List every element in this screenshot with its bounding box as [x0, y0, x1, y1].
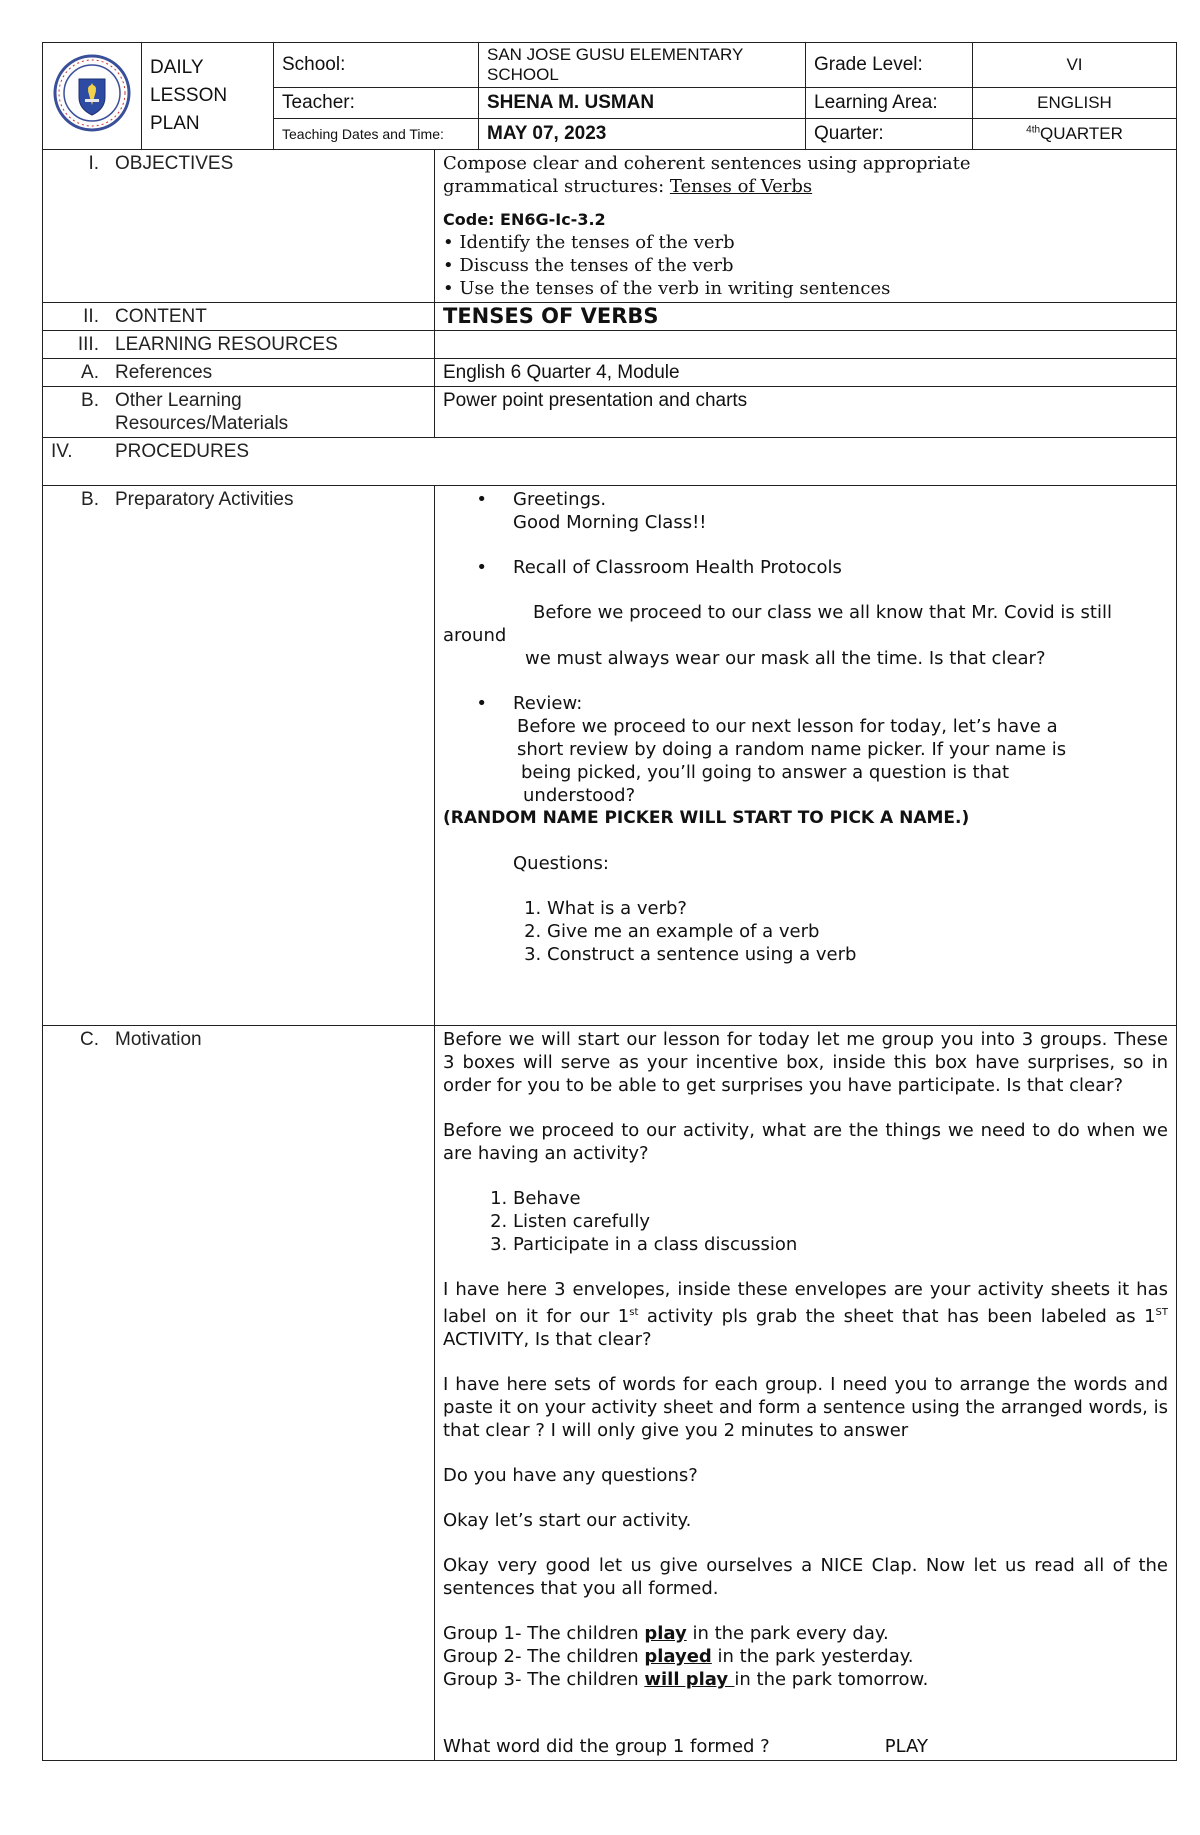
other-value: Power point presentation and charts: [435, 387, 1177, 438]
g3-post: in the park tomorrow.: [734, 1669, 929, 1690]
grade-value: VI: [973, 43, 1177, 88]
preparatory-content: [435, 486, 1177, 1026]
motivation-row: [43, 1026, 1177, 1761]
objectives-label: OBJECTIVES: [115, 153, 234, 174]
question-item-3: 3. Construct a sentence using a verb: [547, 943, 1168, 966]
final-question: [443, 1735, 1168, 1758]
dates-value: MAY 07, 2023: [479, 119, 806, 150]
para3-c: ACTIVITY, Is that clear?: [443, 1329, 652, 1350]
lesson-body-table: [42, 149, 1177, 1761]
greetings-text: Good Morning Class!!: [513, 512, 707, 533]
g1-post: in the park every day.: [686, 1623, 889, 1644]
content-row: [43, 303, 1177, 331]
review-line-1: Before we proceed to our next lesson for today, let’s have a: [517, 716, 1058, 737]
content-value: TENSES OF VERBS: [435, 303, 1177, 331]
review-line-4: understood?: [523, 785, 636, 806]
motivation-para-5: Do you have any questions?: [443, 1465, 698, 1486]
procedures-num: IV.: [51, 441, 73, 462]
review-line-3: being picked, you’ll going to answer a question is that: [521, 762, 1010, 783]
motivation-para-2: Before we proceed to our activity, what are the things we need to do when we are having an activity?: [443, 1120, 1168, 1164]
references-value: English 6 Quarter 4, Module: [435, 359, 1177, 387]
objectives-text-b: [443, 175, 1168, 198]
para3-a: I have here 3 envelopes, inside these envelopes are your activity sheets it has label on it for our 1: [443, 1279, 1168, 1327]
group-1-sentence: [443, 1622, 1168, 1645]
objectives-text-a: Compose clear and coherent sentences using appropriate: [443, 153, 971, 174]
rule-item-2: 2. Listen carefully: [513, 1210, 1168, 1233]
objective-item: • Identify the tenses of the verb: [443, 232, 735, 253]
school-label: School:: [274, 43, 479, 88]
school-value: SAN JOSE GUSU ELEMENTARY SCHOOL: [479, 43, 806, 88]
area-value: ENGLISH: [973, 88, 1177, 119]
preparatory-label: Preparatory Activities: [115, 489, 294, 510]
teacher-label: Teacher:: [274, 88, 479, 119]
g3-pre: Group 3- The children: [443, 1669, 645, 1690]
objectives-topic: Tenses of Verbs: [669, 176, 813, 197]
resources-row: [43, 331, 1177, 359]
g2-post: in the park yesterday.: [711, 1646, 914, 1667]
grade-label: Grade Level:: [806, 43, 973, 88]
lesson-plan-page: [42, 42, 1177, 1761]
questions-label: Questions:: [513, 853, 609, 874]
covid-line-1: Before we proceed to our class we all know that Mr. Covid is still: [533, 602, 1112, 623]
name-picker-note: (RANDOM NAME PICKER WILL START TO PICK A NAME.): [443, 808, 970, 828]
objectives-row: [43, 150, 1177, 303]
references-label: References: [115, 362, 213, 383]
other-label-2: Resources/Materials: [115, 413, 289, 434]
quarter-label: Quarter:: [806, 119, 973, 150]
resources-label: LEARNING RESOURCES: [115, 334, 338, 355]
motivation-para-6: Okay let’s start our activity.: [443, 1510, 692, 1531]
motivation-para-7: Okay very good let us give ourselves a NICE Clap. Now let us read all of the sentences that you all formed.: [443, 1555, 1168, 1599]
rule-item-3: 3. Participate in a class discussion: [513, 1233, 1168, 1256]
g1-pre: Group 1- The children: [443, 1623, 645, 1644]
preparatory-num: B.: [81, 489, 99, 510]
para3-sup-1: st: [629, 1307, 639, 1318]
quarter-value: [973, 119, 1177, 150]
title-line-3: PLAN: [150, 113, 200, 134]
objectives-content: [435, 150, 1177, 303]
quarter-text: QUARTER: [1040, 124, 1123, 143]
content-num: II.: [83, 306, 99, 327]
objective-item: • Discuss the tenses of the verb: [443, 255, 734, 276]
g2-verb: played: [644, 1646, 712, 1667]
g1-verb: play: [644, 1623, 687, 1644]
review-title: Review:: [513, 693, 583, 714]
other-num: B.: [81, 390, 99, 411]
objective-item-1: Identify the tenses of the verb: [459, 232, 735, 253]
logo-cell: [43, 43, 142, 150]
quarter-sup: 4th: [1026, 124, 1041, 136]
references-num: A.: [81, 362, 99, 383]
covid-line-3: we must always wear our mask all the time. Is that clear?: [525, 648, 1046, 669]
motivation-content: [435, 1026, 1177, 1761]
final-question-text: What word did the group 1 formed ?: [443, 1736, 770, 1757]
greetings-item: • Greetings.: [476, 489, 607, 510]
motivation-para-1: Before we will start our lesson for today let me group you into 3 groups. These 3 boxes will serve as your incentive box, inside this box have surprises, so in order for you to be able to get surprises you have participate. Is that clear?: [443, 1029, 1168, 1096]
resources-num: III.: [77, 334, 99, 355]
resources-value: [435, 331, 1177, 359]
para3-sup-2: ST: [1155, 1307, 1168, 1318]
procedures-label: PROCEDURES: [115, 441, 250, 462]
objective-item: • Use the tenses of the verb in writing sentences: [443, 278, 891, 299]
content-label: CONTENT: [115, 306, 207, 327]
g3-verb: will play: [644, 1669, 735, 1690]
deped-seal-icon: [52, 53, 132, 133]
recall-text: Recall of Classroom Health Protocols: [513, 557, 842, 578]
preparatory-row: [43, 486, 1177, 1026]
review-item: • Review:: [476, 693, 583, 714]
recall-item: • Recall of Classroom Health Protocols: [476, 557, 842, 578]
review-line-2: short review by doing a random name picker. If your name is: [517, 739, 1067, 760]
questions-list: [443, 897, 1168, 966]
motivation-para-4: I have here sets of words for each group. I need you to arrange the words and paste it on your activity sheet and form a sentence using the arranged words, is that clear ? I will only give you 2 minutes to answer: [443, 1374, 1168, 1441]
objectives-num: I.: [88, 153, 99, 174]
group-3-sentence: [443, 1668, 1168, 1691]
objectives-text-b-span: grammatical structures:: [443, 176, 670, 197]
covid-line-2: around: [443, 625, 507, 646]
activity-rules-list: [443, 1187, 1168, 1256]
motivation-num: C.: [80, 1029, 99, 1050]
objective-item-2: Discuss the tenses of the verb: [459, 255, 734, 276]
competency-code: Code: EN6G-Ic-3.2: [443, 210, 606, 229]
greetings-title: Greetings.: [513, 489, 607, 510]
rule-item-1: 1. Behave: [513, 1187, 1168, 1210]
area-label: Learning Area:: [806, 88, 973, 119]
g2-pre: Group 2- The children: [443, 1646, 645, 1667]
procedures-row: [43, 438, 1177, 486]
motivation-para-3: [443, 1278, 1168, 1351]
other-label-1: Other Learning: [115, 390, 242, 411]
objective-item-3: Use the tenses of the verb in writing sentences: [459, 278, 891, 299]
title-line-1: DAILY: [150, 57, 204, 78]
other-resources-row: [43, 387, 1177, 438]
para3-b: activity pls grab the sheet that has been labeled as 1: [638, 1306, 1156, 1327]
question-item-2: 2. Give me an example of a verb: [547, 920, 1168, 943]
references-row: [43, 359, 1177, 387]
teacher-value: SHENA M. USMAN: [479, 88, 806, 119]
question-item-1: 1. What is a verb?: [547, 897, 1168, 920]
motivation-label: Motivation: [115, 1029, 202, 1050]
title-line-2: LESSON: [150, 85, 228, 106]
header-table: [42, 42, 1177, 150]
final-answer: PLAY: [884, 1736, 928, 1757]
group-2-sentence: [443, 1645, 1168, 1668]
dates-label: Teaching Dates and Time:: [274, 119, 479, 150]
plan-title: [142, 43, 274, 150]
